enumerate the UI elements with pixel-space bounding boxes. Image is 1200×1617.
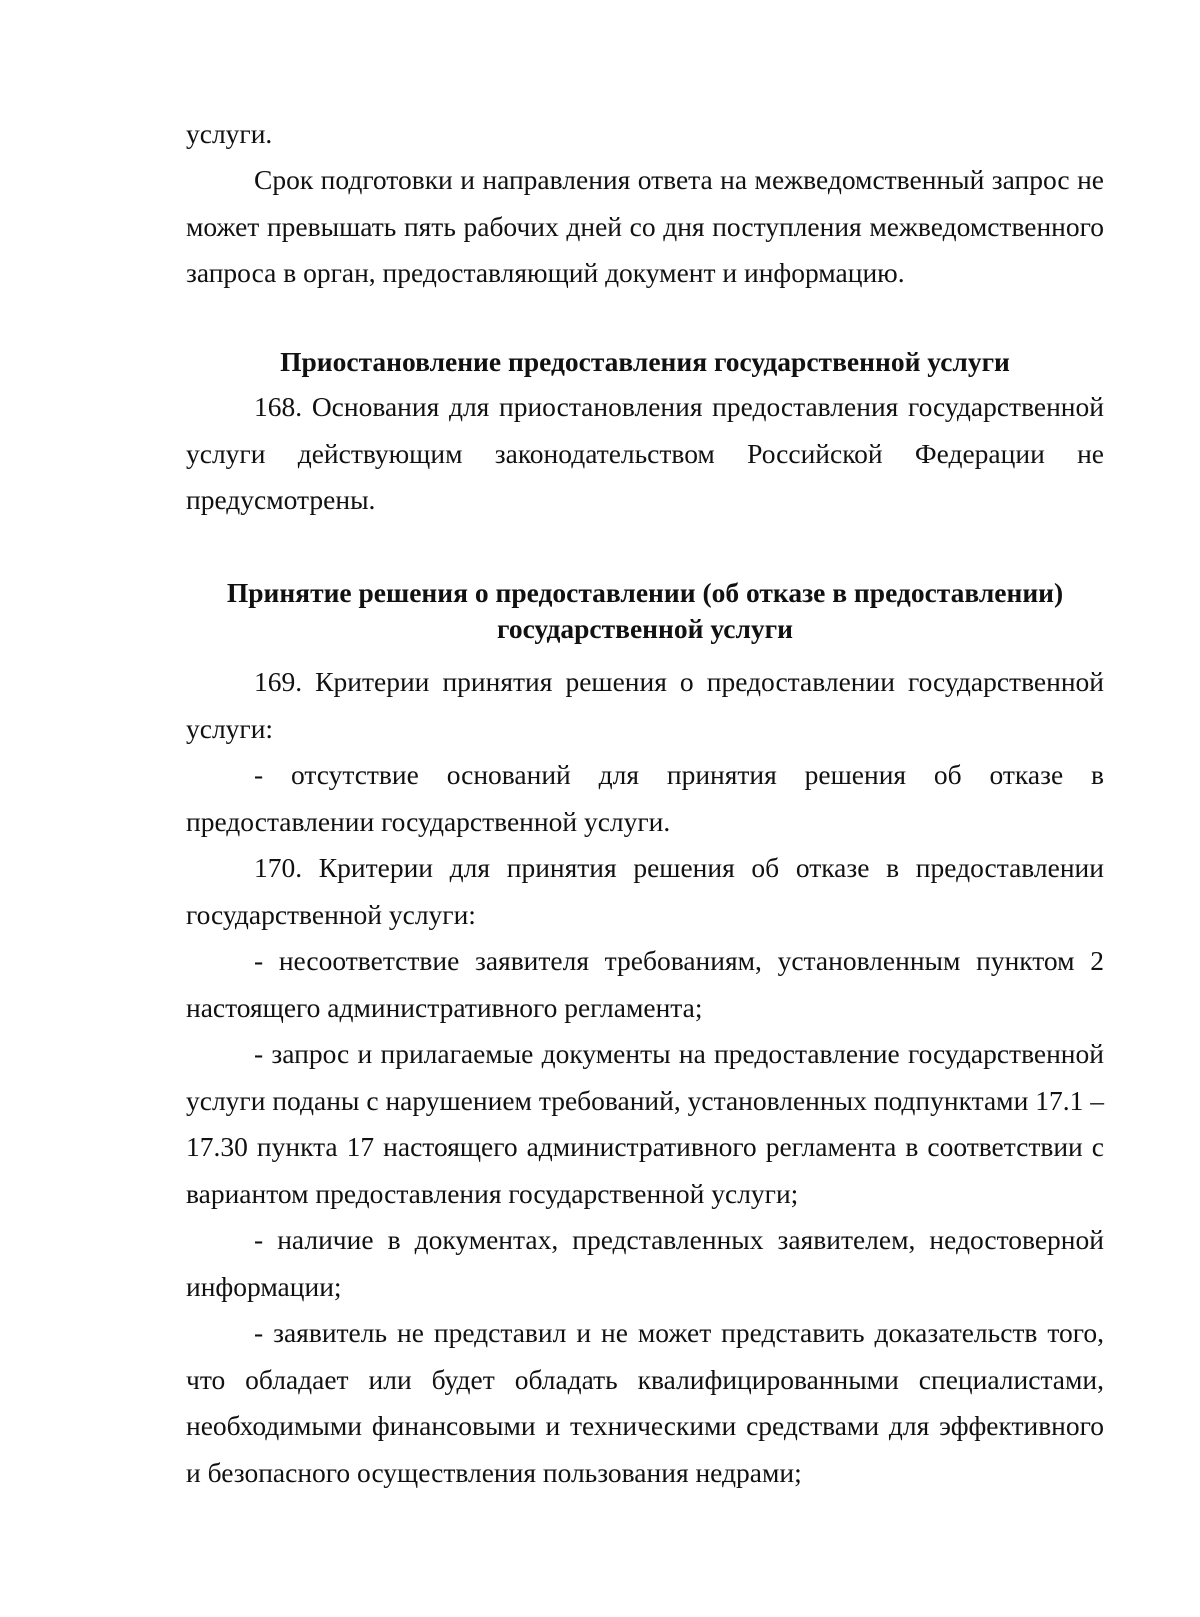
- section-heading-decision: [186, 575, 1104, 647]
- list-item-false-information: - наличие в документах, представленных заявителем, недостоверной информации;: [186, 1224, 1104, 1302]
- list-item-request-violations: - запрос и прилагаемые документы на предоставление государственной услуги поданы с нарушением требований, установленных подпунктами 17.1 – 17.30 пункта 17 настоящего административного регламента в соответствии с вариантом предоставления государственной услуги;: [186, 1038, 1104, 1209]
- section-heading-suspension: Приостановление предоставления государственной услуги: [280, 346, 1010, 377]
- list-item-applicant-mismatch: - несоответствие заявителя требованиям, установленным пунктом 2 настоящего административного регламента;: [186, 945, 1104, 1023]
- paragraph-169: 169. Критерии принятия решения о предоставлении государственной услуги:: [186, 666, 1104, 744]
- section-heading-decision-line1: Принятие решения о предоставлении (об отказе в предоставлении): [226, 577, 1064, 608]
- list-item-no-evidence: - заявитель не представил и не может представить доказательств того, что обладает или будет обладать квалифицированными специалистами, необходимыми финансовыми и техническими средствами для эффективного и безопасного осуществления пользования недрами;: [186, 1317, 1104, 1488]
- paragraph-170: 170. Критерии для принятия решения об отказе в предоставлении государственной услуги:: [186, 852, 1104, 930]
- paragraph-continuation: услуги.: [186, 118, 273, 149]
- paragraph-168: 168. Основания для приостановления предоставления государственной услуги действующим законодательством Российской Федерации не предусмотрены.: [186, 391, 1104, 515]
- paragraph-response-deadline: Срок подготовки и направления ответа на межведомственный запрос не может превышать пять рабочих дней со дня поступления межведомственного запроса в орган, предоставляющий документ и информацию.: [186, 164, 1104, 288]
- section-heading-decision-line2: государственной услуги: [497, 613, 793, 644]
- list-item-no-grounds: - отсутствие оснований для принятия решения об отказе в предоставлении государственной услуги.: [186, 759, 1104, 837]
